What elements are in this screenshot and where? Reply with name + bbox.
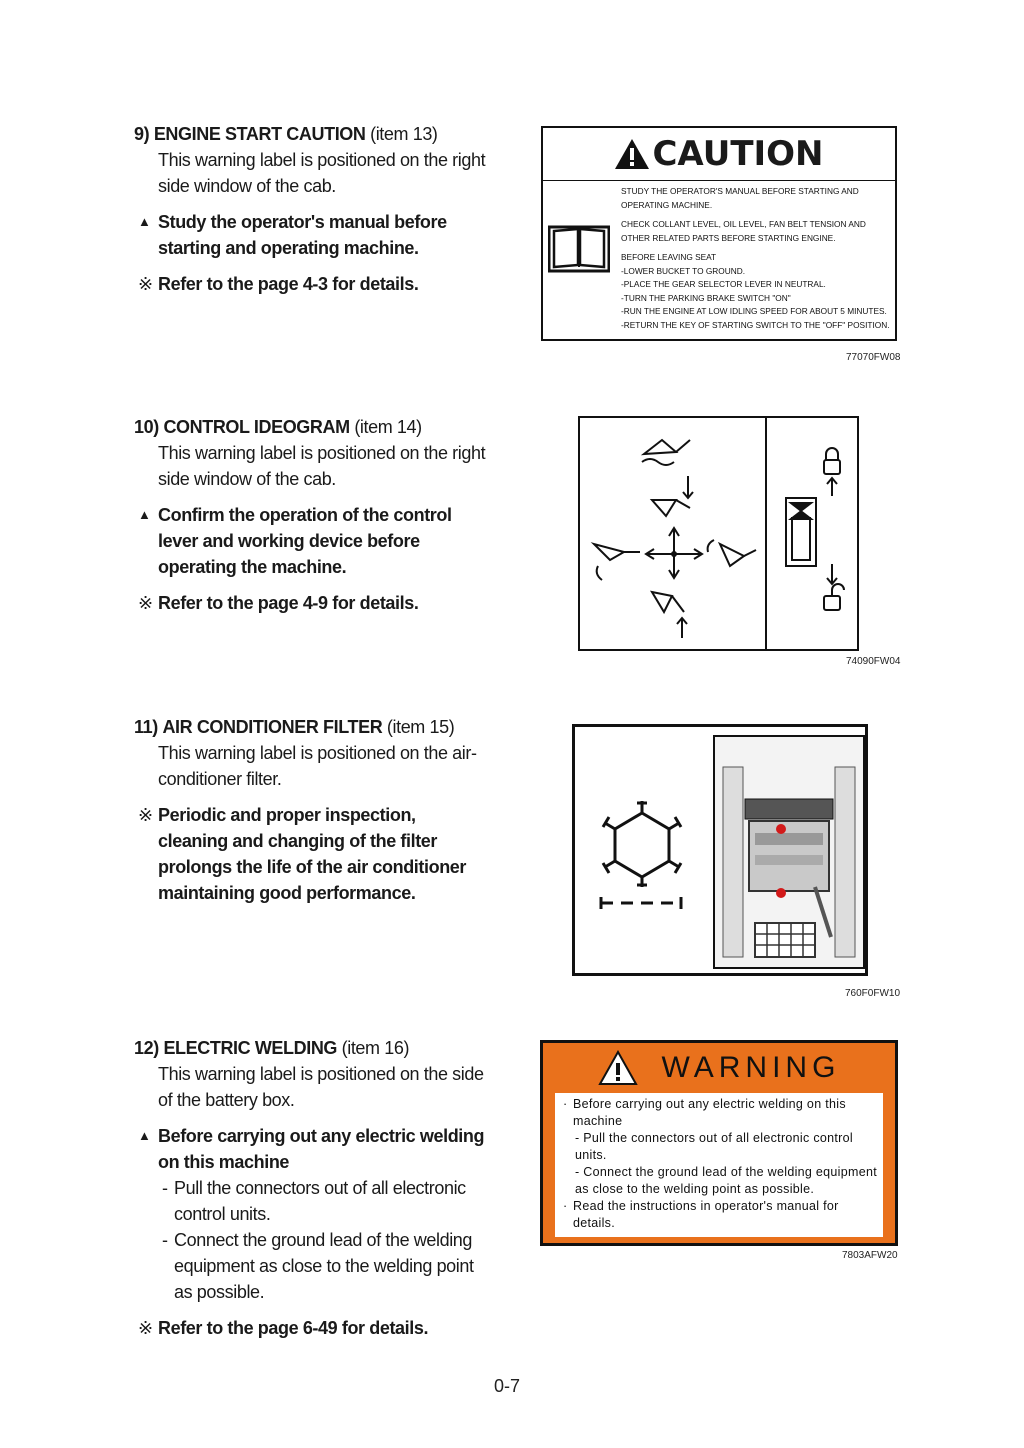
section-number: 9) [134,124,150,144]
caution-header [543,128,895,181]
warning-line: Before carrying out any electric welding on this machine [573,1097,846,1128]
section-title: CONTROL IDEOGRAM [163,417,350,437]
item-ref: (item 15) [386,717,455,737]
warning-line: - Connect the ground lead of the welding equipment as close to the welding point as possible. [575,1165,877,1196]
section-heading [134,714,490,740]
section-title: ENGINE START CAUTION [153,124,366,144]
air-filter-label [572,724,868,976]
caution-line: OTHER RELATED PARTS BEFORE STARTING ENGINE. [621,232,836,243]
section-air-conditioner-filter [134,714,490,906]
caution-line: CHECK COLLANT LEVEL, OIL LEVEL, FAN BELT TENSION AND [621,219,866,229]
book-icon [548,223,610,273]
caution-block [138,1123,490,1305]
section-title: ELECTRIC WELDING [163,1038,338,1058]
item-ref: (item 14) [354,417,422,437]
caution-line: ▲ Confirm the operation of the control lever and working device before operating the machine. [138,502,490,580]
caution-line: STUDY THE OPERATOR'S MANUAL BEFORE STARTING AND [621,186,859,196]
warning-label [540,1040,898,1246]
filter-photo [713,735,865,969]
caution-line: -PLACE THE GEAR SELECTOR LEVER IN NEUTRAL. [621,279,826,289]
reference-mark-icon: ※ [138,1318,153,1338]
caution-line: -TURN THE PARKING BRAKE SWITCH "ON" [621,292,791,303]
section-description: This warning label is positioned on the right side window of the cab. [158,150,486,196]
figure-code: 760F0FW10 [845,988,901,999]
warning-triangle-icon: ▲ [138,214,151,229]
caution-triangle-icon [614,138,650,170]
section-heading [134,1035,490,1061]
section-electric-welding [134,1035,490,1341]
warning-header-text: WARNING [661,1051,841,1084]
section-heading [134,414,490,440]
section-control-ideogram [134,414,490,616]
refer-line: ※ Refer to the page 6-49 for details. [138,1315,490,1341]
caution-line: OPERATING MACHINE. [621,199,713,210]
reference-mark-icon: ※ [138,805,153,825]
section-number: 11) [134,717,158,737]
section-description: This warning label is positioned on the air-conditioner filter. [158,743,477,789]
section-number: 10) [134,417,159,437]
reference-mark-icon: ※ [138,274,153,294]
item-ref: (item 13) [370,124,438,144]
refer-line: ※ Refer to the page 4-3 for details. [138,271,490,297]
reference-mark-icon: ※ [138,593,153,613]
section-description: This warning label is positioned on the side of the battery box. [158,1064,484,1110]
figure-code: 74090FW04 [846,656,901,667]
warning-triangle-icon: ▲ [138,507,151,522]
caution-line: -RETURN THE KEY OF STARTING SWITCH TO THE "OFF" POSITION. [621,319,890,330]
caution-line: ▲ Study the operator's manual before starting and operating machine. [138,209,490,261]
warning-triangle-icon [598,1050,638,1086]
snowflake-icon [597,801,687,911]
control-ideogram-label [578,416,859,651]
item-ref: (item 16) [341,1038,410,1058]
figure-code: 77070FW08 [846,352,901,363]
caution-line: BEFORE LEAVING SEAT [621,252,717,262]
warning-line: - Pull the connectors out of all electronic control units. [575,1131,853,1162]
bullet-item: - Connect the ground lead of the welding equipment as close to the welding point as possible. [162,1230,474,1302]
caution-label [541,126,897,341]
refer-line: ※ Refer to the page 4-9 for details. [138,590,490,616]
caution-line: -LOWER BUCKET TO GROUND. [621,265,746,276]
warning-line: Read the instructions in operator's manual for details. [573,1199,839,1230]
section-number: 12) [134,1038,159,1058]
filter-housing-icon [715,737,863,967]
bullet-item: - Pull the connectors out of all electronic control units. [162,1178,466,1224]
caution-line: Before carrying out any electric welding on this machine [158,1126,485,1172]
section-heading [134,121,490,147]
section-description: This warning label is positioned on the right side window of the cab. [158,443,486,489]
warning-header [555,1043,883,1093]
page-number: 0-7 [494,1376,521,1396]
control-ideogram-icon [580,418,857,649]
section-engine-start-caution [134,121,490,297]
warning-triangle-icon: ▲ [138,1128,151,1143]
caution-line: -RUN THE ENGINE AT LOW IDLING SPEED FOR ABOUT 5 MINUTES. [621,306,887,316]
warning-body: · Before carrying out any electric welding on this machine - Pull the connectors out of all electronic control units. - Connect the ground lead of the welding equipment as close to the welding point as possible. · Read the instructions in operator's manual for details. [555,1093,883,1237]
section-title: AIR CONDITIONER FILTER [162,717,383,737]
caution-header-text: CAUTION [652,134,824,174]
figure-code: 7803AFW20 [842,1250,898,1261]
note-line: ※ Periodic and proper inspection, cleaning and changing of the filter prolongs the life of the air conditioner maintaining good performance. [138,802,490,906]
